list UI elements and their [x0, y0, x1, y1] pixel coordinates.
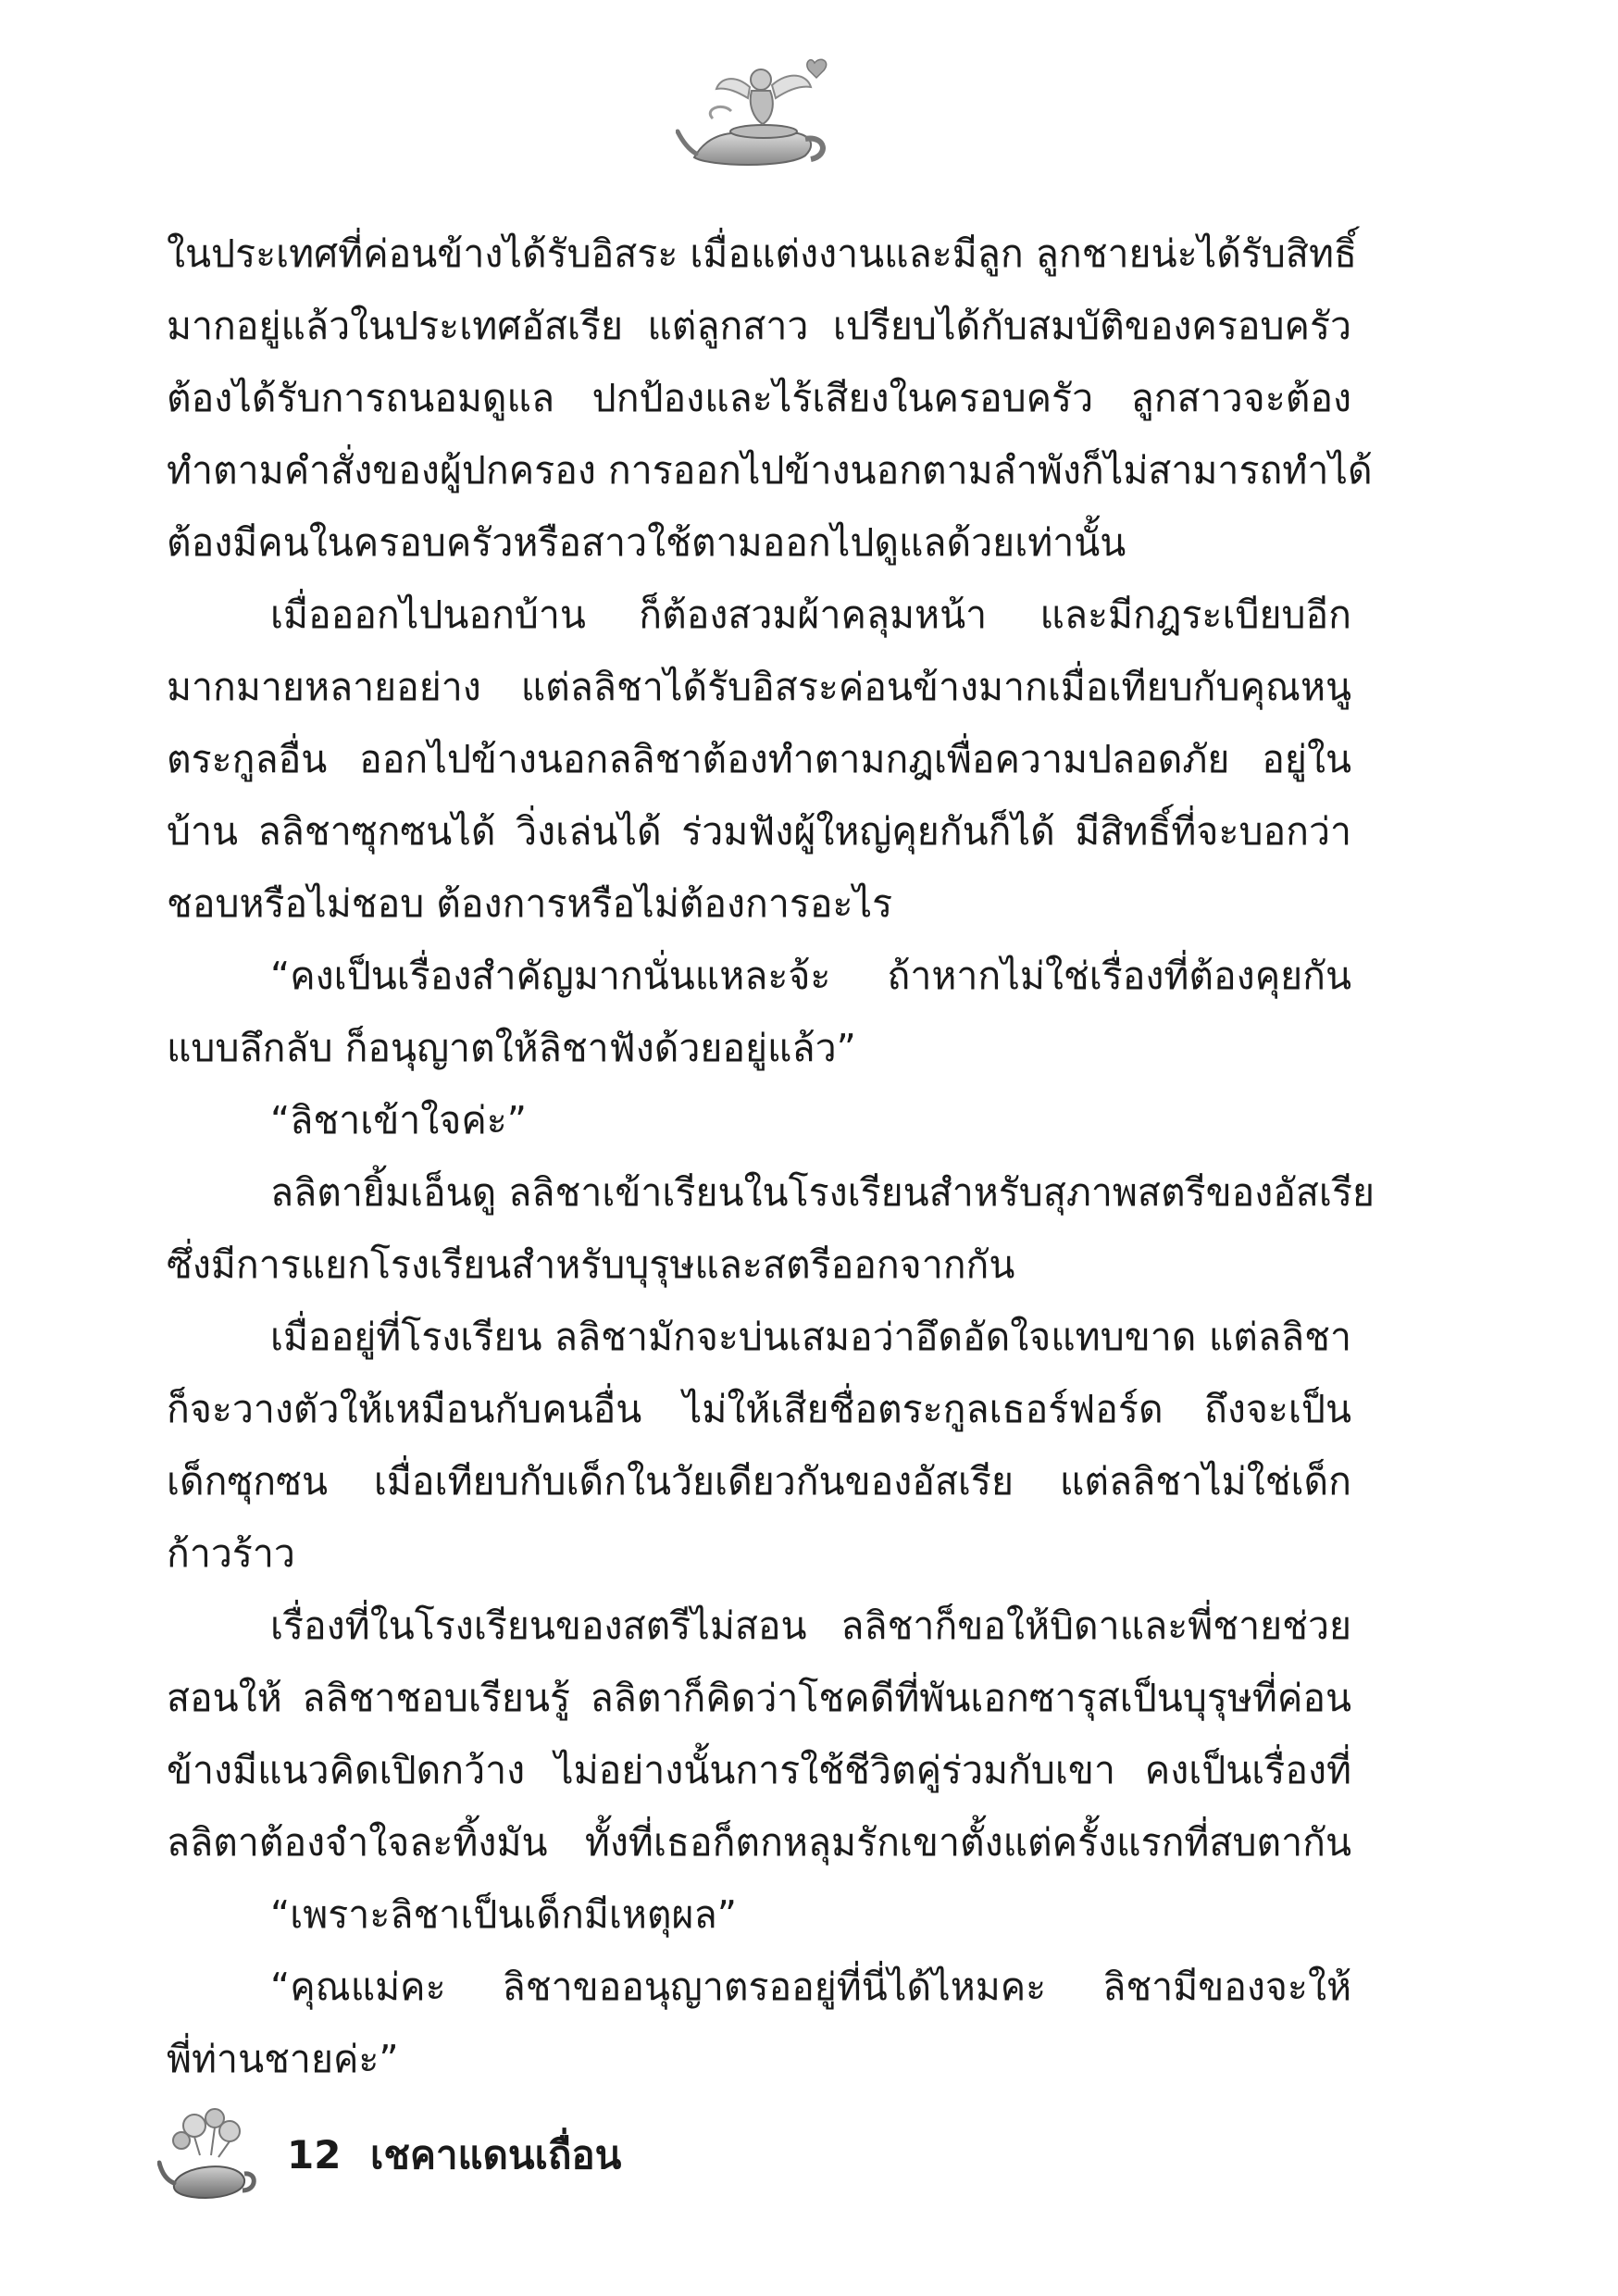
text-line: ต้องได้รับการถนอมดูแล ปกป้องและไร้เสียงในครอบครัว ลูกสาวจะต้อง — [167, 376, 1351, 420]
teapot-flowers-icon — [157, 2100, 259, 2202]
text-line: เมื่อออกไปนอกบ้าน ก็ต้องสวมผ้าคลุมหน้า และมีกฎระเบียบอีก — [270, 593, 1351, 637]
text-line: ชอบหรือไม่ชอบ ต้องการหรือไม่ต้องการอะไร — [167, 881, 893, 926]
text-line: ข้างมีแนวคิดเปิดกว้าง ไม่อย่างนั้นการใช้ชีวิตคู่ร่วมกับเขา คงเป็นเรื่องที่ — [167, 1748, 1351, 1792]
text-line: “ลิชาเข้าใจค่ะ” — [270, 1098, 528, 1142]
text-line: สอนให้ ลลิชาชอบเรียนรู้ ลลิตาก็คิดว่าโชคดีที่พันเอกซารุสเป็นบุรุษที่ค่อน — [167, 1676, 1351, 1720]
text-line: ต้องมีคนในครอบครัวหรือสาวใช้ตามออกไปดูแลด้วยเท่านั้น — [167, 520, 1126, 565]
text-line: ก็จะวางตัวให้เหมือนกับคนอื่น ไม่ให้เสียชื่อตระกูลเธอร์ฟอร์ด ถึงจะเป็น — [167, 1387, 1351, 1431]
text-line: บ้าน ลลิชาซุกซนได้ วิ่งเล่นได้ ร่วมฟังผู้ใหญ่คุยกันก็ได้ มีสิทธิ์ที่จะบอกว่า — [167, 809, 1351, 854]
text-line: ก้าวร้าว — [167, 1531, 295, 1576]
text-line: เรื่องที่ในโรงเรียนของสตรีไม่สอน ลลิชาก็ขอให้บิดาและพี่ชายช่วย — [270, 1603, 1351, 1648]
text-line: ลลิตายิ้มเอ็นดู ลลิชาเข้าเรียนในโรงเรียนสำหรับสุภาพสตรีของอัสเรีย — [270, 1170, 1375, 1215]
page-footer — [157, 2100, 713, 2202]
text-line: ในประเทศที่ค่อนข้างได้รับอิสระ เมื่อแต่งงานและมีลูก ลูกชายน่ะได้รับสิทธิ์ — [167, 231, 1357, 276]
text-line: ซึ่งมีการแยกโรงเรียนสำหรับบุรุษและสตรีออกจากกัน — [167, 1242, 1015, 1287]
text-line: “เพราะลิชาเป็นเด็กมีเหตุผล” — [270, 1892, 737, 1937]
text-line: มากมายหลายอย่าง แต่ลลิชาได้รับอิสระค่อนข้างมากเมื่อเทียบกับคุณหนู — [167, 665, 1351, 709]
book-title: เชคาแดนเถื่อน — [370, 2132, 622, 2177]
page-number: 12 — [287, 2132, 342, 2177]
text-line: ตระกูลอื่น ออกไปข้างนอกลลิชาต้องทำตามกฎเพื่อความปลอดภัย อยู่ใน — [167, 737, 1351, 781]
text-line: มากอยู่แล้วในประเทศอัสเรีย แต่ลูกสาว เปรียบได้กับสมบัติของครอบครัว — [167, 304, 1351, 348]
body-text — [167, 218, 1375, 2095]
text-line: ทำตามคำสั่งของผู้ปกครอง การออกไปข้างนอกตามลำพังก็ไม่สามารถทำได้ — [167, 448, 1373, 493]
teapot-cupid-icon — [676, 54, 833, 174]
text-line: เด็กซุกซน เมื่อเทียบกับเด็กในวัยเดียวกันของอัสเรีย แต่ลลิชาไม่ใช่เด็ก — [167, 1459, 1351, 1504]
text-line: “คุณแม่คะ ลิชาขออนุญาตรออยู่ที่นี่ได้ไหมคะ ลิชามีของจะให้ — [270, 1965, 1351, 2009]
text-line: ลลิตาต้องจำใจละทิ้งมัน ทั้งที่เธอก็ตกหลุมรักเขาตั้งแต่ครั้งแรกที่สบตากัน — [167, 1820, 1351, 1865]
text-line: แบบลึกลับ ก็อนุญาตให้ลิชาฟังด้วยอยู่แล้ว” — [167, 1026, 856, 1070]
text-line: เมื่ออยู่ที่โรงเรียน ลลิชามักจะบ่นเสมอว่าอึดอัดใจแทบขาด แต่ลลิชา — [270, 1315, 1351, 1359]
text-line: พี่ท่านชายค่ะ” — [167, 2037, 399, 2081]
text-line: “คงเป็นเรื่องสำคัญมากนั่นแหละจ้ะ ถ้าหากไม่ใช่เรื่องที่ต้องคุยกัน — [270, 954, 1351, 998]
